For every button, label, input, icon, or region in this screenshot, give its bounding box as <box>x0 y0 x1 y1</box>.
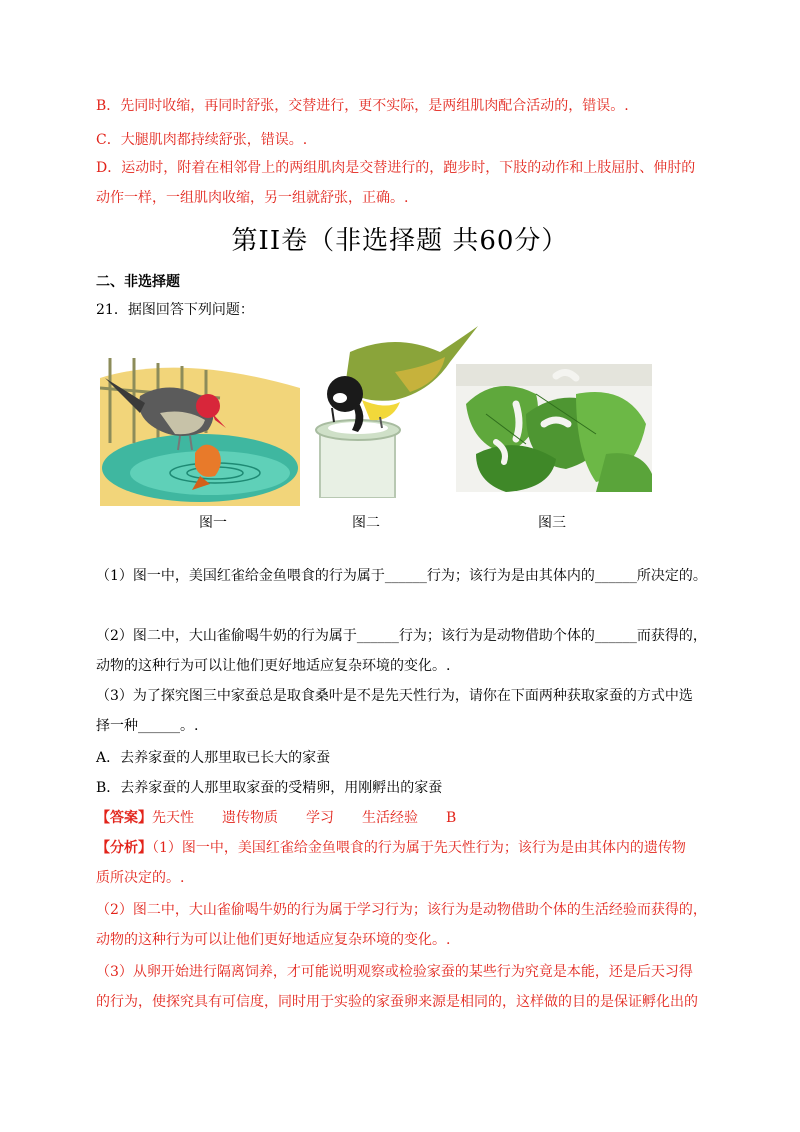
answer-1: 先天性 <box>152 810 194 826</box>
analysis-1-text-1: （1）图一中，美国红雀给金鱼喂食的行为属于先天性行为；该行为是由其体内的遗传物 <box>152 840 686 856</box>
option-b: B．去养家蚕的人那里取家蚕的受精卵，用刚孵出的家蚕 <box>96 780 443 796</box>
figure-3-silkworms-leaves <box>456 364 652 492</box>
question-21-part-2-line-1: （2）图二中，大山雀偷喝牛奶的行为属于______行为；该行为是动物借助个体的______而获得的， <box>96 628 707 644</box>
analysis-2-text-2: 动物的这种行为可以让他们更好地适应复杂环境的变化。. <box>96 932 451 948</box>
figure-1-caption: 图一 <box>199 515 227 531</box>
answer-3: 学习 <box>306 810 334 826</box>
option-d-text-2: 动作一样，一组肌肉收缩，另一组就舒张，正确。. <box>96 190 409 206</box>
option-b-text: B．先同时收缩，再同时舒张，交替进行，更不实际，是两组肌肉配合活动的，错误。. <box>96 98 629 114</box>
option-c-text: C．大腿肌肉都持续舒张，错误。. <box>96 132 308 148</box>
analysis-1-text-2: 质所决定的。. <box>96 870 185 886</box>
analysis-3-text-2: 的行为，使探究具有可信度，同时用于实验的家蚕卵来源是相同的，这样做的目的是保证孵化出的 <box>96 994 698 1010</box>
section-heading: 二、非选择题 <box>96 274 180 290</box>
answer-tag: 【答案】 <box>96 810 152 826</box>
analysis-tag: 【分析】 <box>96 840 152 856</box>
answer-2: 遗传物质 <box>222 810 278 826</box>
question-21-part-1: （1）图一中，美国红雀给金鱼喂食的行为属于______行为；该行为是由其体内的______所决定的。 <box>96 568 707 584</box>
answer-5: B <box>446 810 457 826</box>
analysis-3-text-1: （3）从卵开始进行隔离饲养，才可能说明观察或检验家蚕的某些行为究竟是本能，还是后天习得 <box>96 964 693 980</box>
option-a: A．去养家蚕的人那里取已长大的家蚕 <box>96 750 331 766</box>
question-21: 21．据图回答下列问题： <box>96 302 254 318</box>
figure-1-cardinal-goldfish <box>100 358 300 506</box>
section-title: 第II卷（非选择题 共60分） <box>231 226 569 256</box>
question-21-part-3-line-2: 择一种______。. <box>96 718 199 734</box>
figure-3-caption: 图三 <box>538 515 566 531</box>
answer-4: 生活经验 <box>362 810 418 826</box>
question-21-part-2-line-2: 动物的这种行为可以让他们更好地适应复杂环境的变化。. <box>96 658 451 674</box>
analysis-2-text-1: （2）图二中，大山雀偷喝牛奶的行为属于学习行为；该行为是动物借助个体的生活经验而获得的， <box>96 902 707 918</box>
figure-2-caption: 图二 <box>352 515 380 531</box>
option-d-text-1: D．运动时，附着在相邻骨上的两组肌肉是交替进行的，跑步时，下肢的动作和上肢屈肘、伸肘的 <box>96 160 696 176</box>
analysis-line-1 <box>96 838 686 858</box>
figure-2-great-tit-milk <box>300 322 478 498</box>
question-21-part-3-line-1: （3）为了探究图三中家蚕总是取食桑叶是不是先天性行为，请你在下面两种获取家蚕的方式中选 <box>96 688 693 704</box>
answer-line <box>96 808 456 828</box>
